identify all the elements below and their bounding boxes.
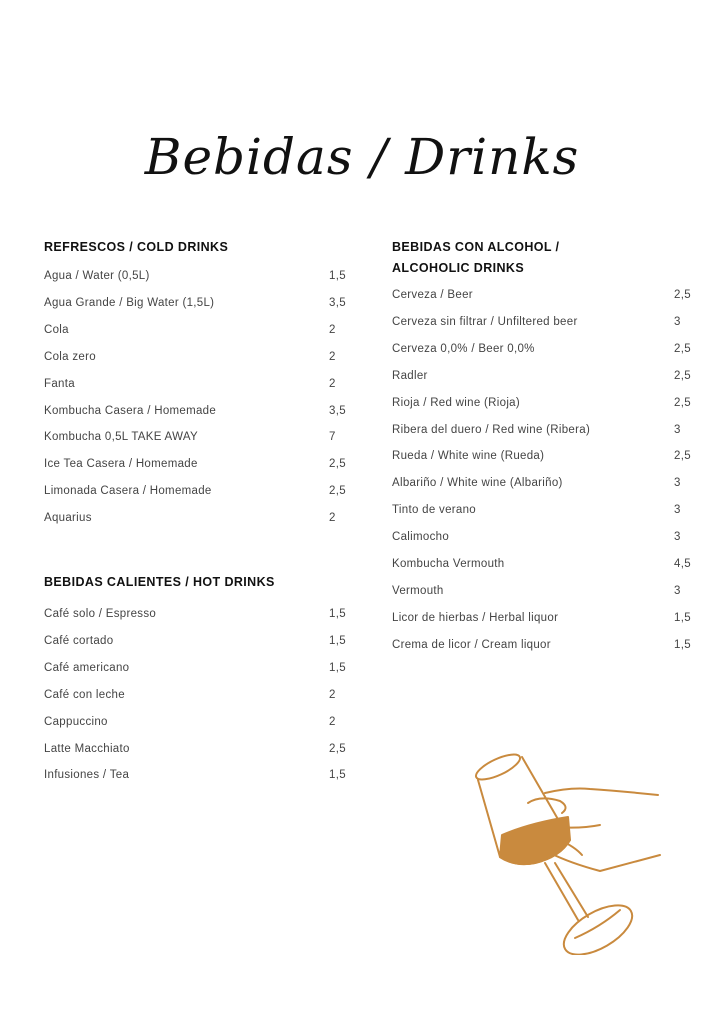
item-name: Licor de hierbas / Herbal liquor	[392, 611, 559, 624]
menu-item	[44, 378, 369, 398]
menu-item	[44, 458, 369, 478]
alcoholic-heading-line1: BEBIDAS CON ALCOHOL /	[392, 240, 560, 254]
menu-item	[392, 504, 714, 524]
item-name: Café americano	[44, 661, 130, 674]
menu-item	[44, 716, 369, 736]
item-price: 2,5	[674, 396, 691, 409]
item-name: Kombucha 0,5L TAKE AWAY	[44, 431, 198, 444]
item-name: Infusiones / Tea	[44, 769, 130, 782]
menu-item	[392, 639, 714, 659]
menu-item	[44, 324, 369, 344]
item-name: Kombucha Vermouth	[392, 558, 505, 570]
menu-item	[44, 351, 369, 371]
item-price: 1,5	[329, 270, 346, 282]
item-name: Fanta	[44, 377, 75, 390]
page-title: Bebidas / Drinks	[144, 128, 580, 186]
menu-item	[44, 431, 369, 451]
item-price: 2,5	[329, 458, 346, 471]
item-price: 3,5	[329, 296, 346, 309]
menu-item	[392, 289, 714, 309]
item-name: Tinto de verano	[392, 504, 476, 517]
item-price: 3	[674, 504, 681, 517]
alcoholic-drinks-heading	[392, 237, 559, 279]
item-name: Latte Macchiato	[44, 742, 130, 755]
item-price: 2	[329, 323, 336, 336]
item-price: 1,5	[674, 638, 691, 651]
menu-item	[392, 450, 714, 470]
cold-drinks-heading: REFRESCOS / COLD DRINKS	[44, 240, 229, 254]
menu-item	[392, 477, 714, 497]
item-name: Albariño / White wine (Albariño)	[392, 477, 563, 490]
item-price: 2,5	[674, 369, 691, 382]
menu-item	[44, 270, 369, 290]
item-name: Café cortado	[44, 634, 114, 647]
menu-item	[392, 424, 714, 444]
item-price: 2,5	[329, 742, 346, 755]
menu-item	[44, 608, 369, 628]
item-price: 4,5	[674, 558, 691, 570]
item-name: Cola	[44, 323, 69, 336]
item-price: 2,5	[674, 289, 691, 301]
item-price: 2	[329, 512, 336, 525]
item-price: 2,5	[674, 450, 691, 463]
item-name: Crema de licor / Cream liquor	[392, 638, 551, 651]
hot-drinks-heading: BEBIDAS CALIENTES / HOT DRINKS	[44, 575, 275, 589]
item-name: Café con leche	[44, 688, 125, 701]
item-price: 3	[674, 584, 681, 597]
item-name: Agua / Water (0,5L)	[44, 270, 150, 282]
item-name: Agua Grande / Big Water (1,5L)	[44, 296, 215, 309]
item-price: 1,5	[329, 769, 346, 782]
wine-glass-hand-illustration	[470, 745, 670, 955]
item-name: Rueda / White wine (Rueda)	[392, 450, 545, 463]
menu-item	[44, 485, 369, 505]
item-price: 2	[329, 377, 336, 390]
item-price: 1,5	[329, 634, 346, 647]
item-price: 7	[329, 431, 336, 444]
item-name: Radler	[392, 369, 428, 382]
item-name: Kombucha Casera / Homemade	[44, 404, 217, 417]
item-name: Rioja / Red wine (Rioja)	[392, 396, 520, 409]
item-name: Cerveza sin filtrar / Unfiltered beer	[392, 315, 578, 328]
menu-item	[44, 405, 369, 425]
menu-item	[44, 769, 369, 789]
item-price: 3	[674, 477, 681, 490]
item-price: 2	[329, 350, 336, 363]
item-name: Limonada Casera / Homemade	[44, 485, 212, 498]
menu-item	[44, 662, 369, 682]
item-price: 2,5	[674, 342, 691, 355]
alcoholic-heading-line2: ALCOHOLIC DRINKS	[392, 261, 525, 275]
item-name: Cerveza / Beer	[392, 289, 473, 301]
menu-item	[392, 612, 714, 632]
item-price: 3	[674, 423, 681, 436]
menu-item	[392, 370, 714, 390]
item-name: Calimocho	[392, 531, 450, 544]
menu-item	[392, 316, 714, 336]
item-name: Cola zero	[44, 350, 96, 363]
item-price: 3	[674, 531, 681, 544]
menu-item	[44, 512, 369, 532]
menu-item	[392, 585, 714, 605]
item-name: Café solo / Espresso	[44, 608, 157, 620]
menu-item	[44, 689, 369, 709]
menu-item	[392, 397, 714, 417]
item-name: Vermouth	[392, 584, 444, 597]
item-price: 2	[329, 688, 336, 701]
menu-item	[392, 531, 714, 551]
item-price: 2,5	[329, 485, 346, 498]
item-name: Aquarius	[44, 512, 92, 525]
menu-item	[392, 343, 714, 363]
item-price: 1,5	[674, 611, 691, 624]
item-price: 3,5	[329, 404, 346, 417]
menu-item	[392, 558, 714, 578]
item-price: 1,5	[329, 608, 346, 620]
menu-item	[44, 743, 369, 763]
item-name: Cappuccino	[44, 715, 108, 728]
item-price: 2	[329, 715, 336, 728]
item-name: Cerveza 0,0% / Beer 0,0%	[392, 342, 535, 355]
menu-item	[44, 297, 369, 317]
menu-item	[44, 635, 369, 655]
item-name: Ice Tea Casera / Homemade	[44, 458, 198, 471]
item-price: 1,5	[329, 661, 346, 674]
item-name: Ribera del duero / Red wine (Ribera)	[392, 423, 591, 436]
item-price: 3	[674, 315, 681, 328]
